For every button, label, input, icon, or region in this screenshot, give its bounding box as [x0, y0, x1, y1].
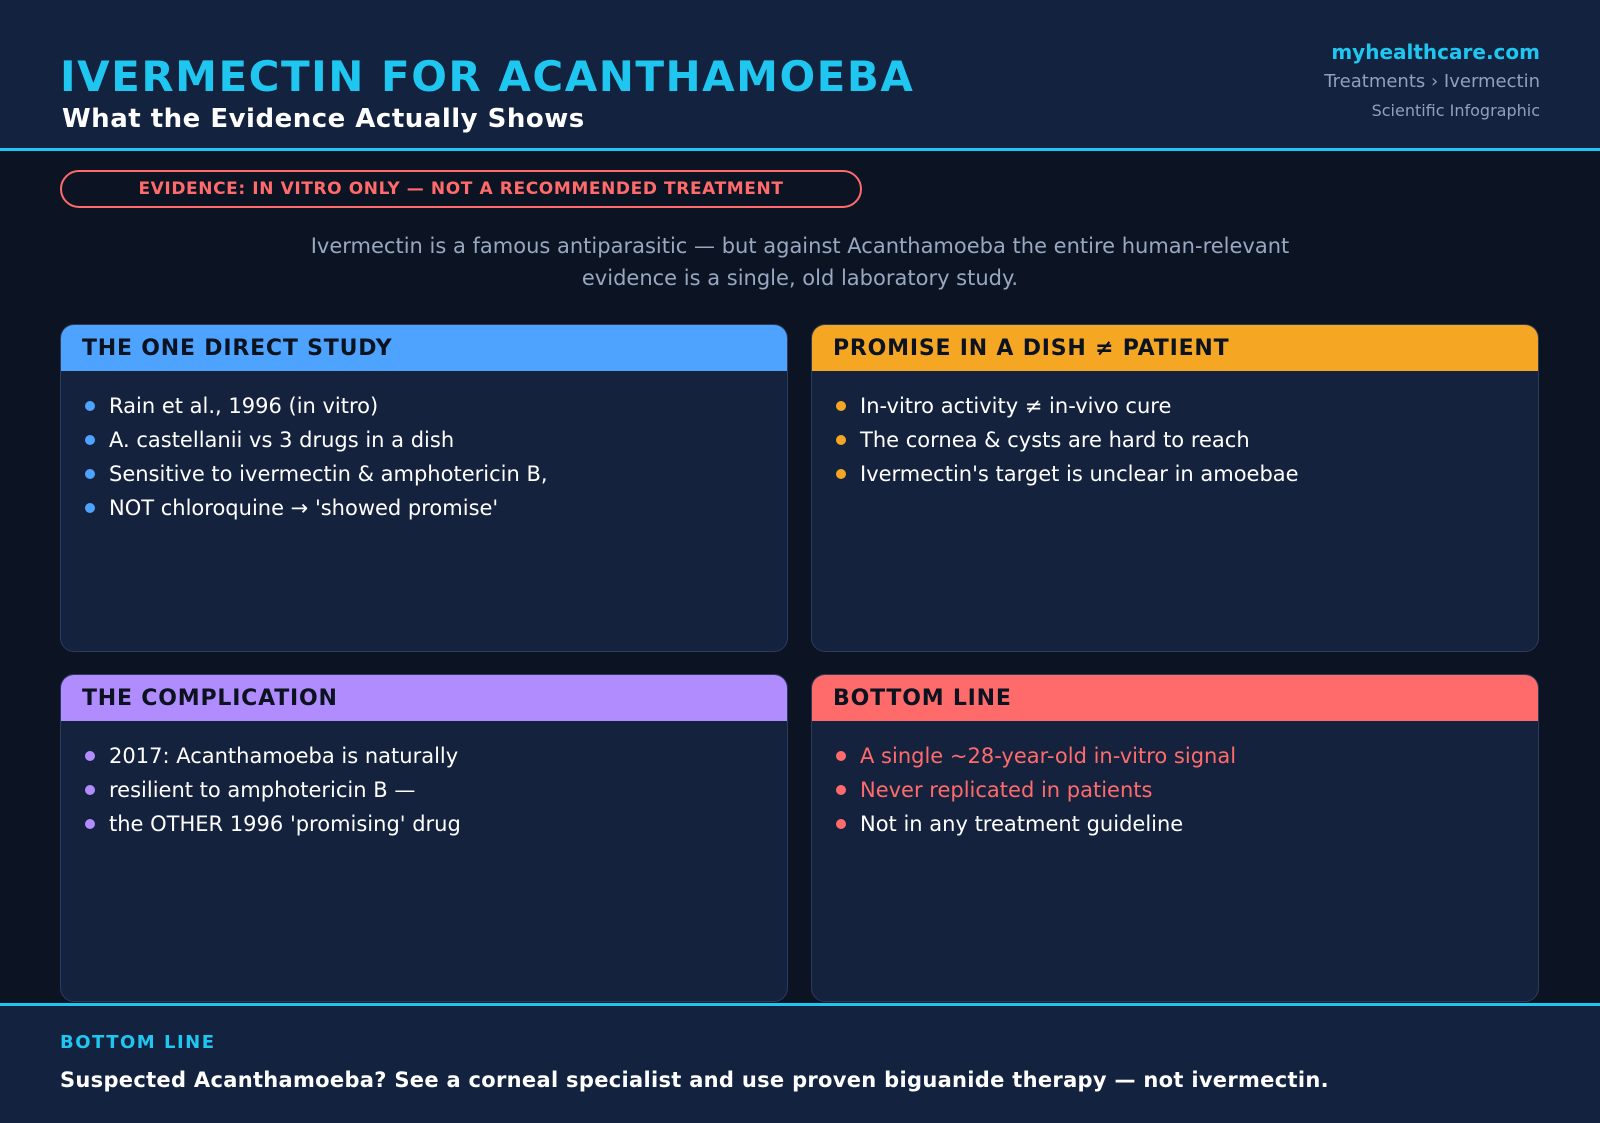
- page-title: IVERMECTIN FOR ACANTHAMOEBA: [60, 52, 915, 101]
- footer-label: BOTTOM LINE: [60, 1032, 216, 1053]
- list-item: [836, 457, 1538, 491]
- card-title: PROMISE IN A DISH ≠ PATIENT: [812, 325, 1538, 371]
- bullet-dot-icon: [836, 785, 846, 795]
- list-item-text: Not in any treatment guideline: [860, 812, 1184, 836]
- footer-text: Suspected Acanthamoeba? See a corneal specialist and use proven biguanide therapy — not ivermectin.: [60, 1068, 1329, 1092]
- card-list: [61, 721, 787, 841]
- bullet-dot-icon: [85, 503, 95, 513]
- footer: [0, 1003, 1600, 1123]
- card-title: THE COMPLICATION: [61, 675, 787, 721]
- list-item-text: Sensitive to ivermectin & amphotericin B,: [109, 462, 548, 486]
- card-promise-vs-patient: [811, 324, 1539, 652]
- bullet-dot-icon: [85, 435, 95, 445]
- evidence-badge: EVIDENCE: IN VITRO ONLY — NOT A RECOMMENDED TREATMENT: [60, 170, 862, 208]
- list-item: [836, 807, 1538, 841]
- bullet-dot-icon: [85, 751, 95, 761]
- list-item: [85, 739, 787, 773]
- bullet-dot-icon: [85, 469, 95, 479]
- header: [0, 0, 1600, 151]
- bullet-dot-icon: [836, 469, 846, 479]
- breadcrumb[interactable]: Treatments › Ivermectin: [1324, 71, 1540, 92]
- list-item-text: Rain et al., 1996 (in vitro): [109, 394, 379, 418]
- brand-link[interactable]: myhealthcare.com: [1331, 40, 1540, 64]
- card-list: [812, 371, 1538, 491]
- list-item: [836, 773, 1538, 807]
- bullet-dot-icon: [836, 401, 846, 411]
- list-item-text: the OTHER 1996 'promising' drug: [109, 812, 461, 836]
- card-bottom-line: [811, 674, 1539, 1002]
- document-kind: Scientific Infographic: [1371, 101, 1540, 120]
- card-direct-study: [60, 324, 788, 652]
- intro-text: Ivermectin is a famous antiparasitic — but against Acanthamoeba the entire human-relevant evidence is a single, old laboratory study.: [310, 234, 1290, 290]
- list-item: [85, 807, 787, 841]
- list-item-text: The cornea & cysts are hard to reach: [860, 428, 1250, 452]
- list-item-text: 2017: Acanthamoeba is naturally: [109, 744, 459, 768]
- list-item: [836, 739, 1538, 773]
- list-item-text: Never replicated in patients: [860, 778, 1153, 802]
- list-item: [85, 389, 787, 423]
- card-title: THE ONE DIRECT STUDY: [61, 325, 787, 371]
- bullet-dot-icon: [836, 819, 846, 829]
- bullet-dot-icon: [85, 401, 95, 411]
- list-item-text: In-vitro activity ≠ in-vivo cure: [860, 394, 1172, 418]
- list-item-text: NOT chloroquine → 'showed promise': [109, 496, 499, 520]
- card-list: [61, 371, 787, 525]
- list-item: [85, 457, 787, 491]
- card-list: [812, 721, 1538, 841]
- card-complication: [60, 674, 788, 1002]
- list-item-text: A single ~28-year-old in-vitro signal: [860, 744, 1237, 768]
- list-item: [836, 389, 1538, 423]
- list-item: [836, 423, 1538, 457]
- list-item: [85, 491, 787, 525]
- card-title: BOTTOM LINE: [812, 675, 1538, 721]
- bullet-dot-icon: [85, 785, 95, 795]
- page-subtitle: What the Evidence Actually Shows: [62, 104, 585, 134]
- list-item-text: A. castellanii vs 3 drugs in a dish: [109, 428, 455, 452]
- bullet-dot-icon: [85, 819, 95, 829]
- list-item: [85, 773, 787, 807]
- list-item-text: Ivermectin's target is unclear in amoebae: [860, 462, 1299, 486]
- list-item: [85, 423, 787, 457]
- list-item-text: resilient to amphotericin B —: [109, 778, 416, 802]
- bullet-dot-icon: [836, 435, 846, 445]
- bullet-dot-icon: [836, 751, 846, 761]
